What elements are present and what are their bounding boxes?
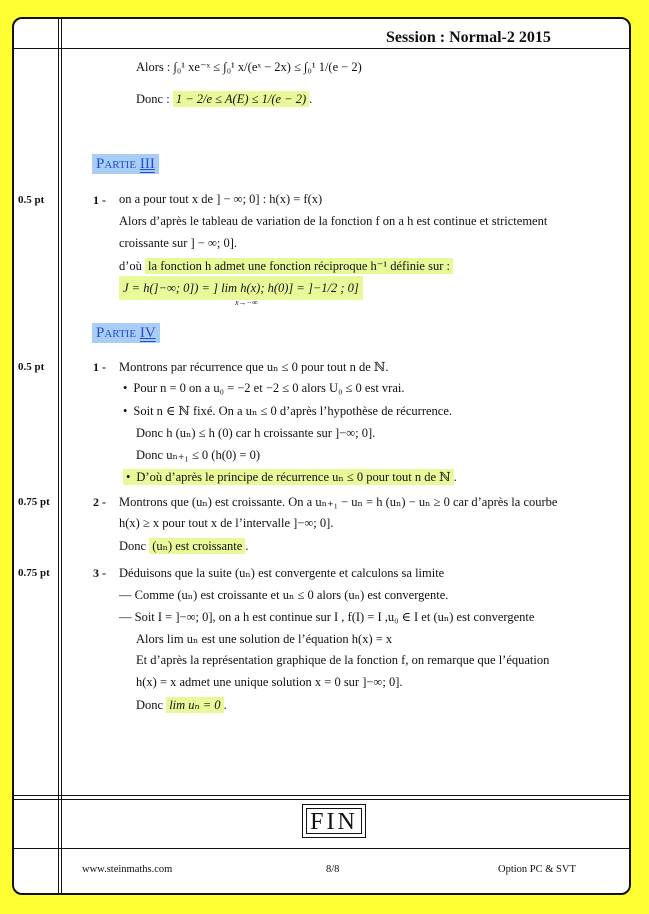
points-p4-q3: 0.75 pt xyxy=(18,567,50,579)
p4-q1-bullet3: • D’où d’après le principe de récurrence uₙ ≤ 0 pour tout n de ℕ . xyxy=(123,469,457,485)
p4-q1-bullet2: • Soit n ∈ ℕ fixé. On a uₙ ≤ 0 d’après l’hypothèse de récurrence. xyxy=(123,403,452,419)
p4-q1-bullet1: • Pour n = 0 on a u₀ = −2 et −2 ≤ 0 alors U₀ ≤ 0 est vrai. xyxy=(123,381,404,396)
recurrence-conclusion: D’où d’après le principe de récurrence uₙ ≤ 0 pour tout n de ℕ xyxy=(136,470,451,484)
donc-label: Donc : xyxy=(136,92,170,106)
header-divider xyxy=(14,48,629,49)
p4-q2-number: 2 - xyxy=(93,495,106,509)
p4-q3-line4: Alors lim uₙ est une solution de l’équation h(x) = x xyxy=(136,632,393,646)
p4-q1-bullet2-a: Donc h (uₙ) ≤ h (0) car h croissante sur ]−∞; 0]. xyxy=(136,426,376,440)
limit-result-highlight: lim uₙ = 0 xyxy=(166,697,223,713)
p4-q2-line2: h(x) ≥ x pour tout x de l’intervalle ]−∞; 0]. xyxy=(119,516,334,530)
p4-q3-line5: Et d’après la représentation graphique de la fonction f, on remarque que l’équation xyxy=(136,653,550,667)
footer-divider-bottom xyxy=(14,848,629,849)
p4-q3-line3: — Soit I = ]−∞; 0], on a h est continue sur I , f(I) = I ,u₀ ∈ I et (uₙ) est convergente xyxy=(119,610,535,624)
p4-q1-number: 1 - xyxy=(93,360,106,374)
margin-line-double xyxy=(61,19,62,893)
fin-box xyxy=(302,804,366,838)
p3-q1-line4: d’où la fonction h admet une fonction réciproque h⁻¹ définie sur : xyxy=(119,258,453,274)
exam-page xyxy=(12,17,631,895)
donc-result: 1 − 2/e ≤ A(E) ≤ 1/(e − 2) xyxy=(173,91,309,107)
footer-option: Option PC & SVT xyxy=(498,864,576,875)
p4-q2-line3: Donc (uₙ) est croissante . xyxy=(119,539,249,553)
partie-iii-heading: Partie III xyxy=(92,155,159,173)
footer-divider-double xyxy=(14,799,629,800)
points-p4-q1: 0.5 pt xyxy=(18,361,45,373)
p3-q1-number: 1 - xyxy=(93,193,106,207)
partie-iv-heading: Partie IV xyxy=(92,324,160,342)
points-p3-q1: 0.5 pt xyxy=(18,194,45,206)
margin-line xyxy=(58,19,59,893)
interval-j-highlight: J = h(]−∞; 0]) = ] lim h(x); h(0)] = ]−1/2 ; 0] xyxy=(119,276,363,300)
p3-q1-line2: Alors d’après le tableau de variation de la fonction f on a h est continue et strictement xyxy=(119,214,548,228)
footer-site: www.steinmaths.com xyxy=(82,864,173,875)
session-title: Session : Normal-2 2015 xyxy=(386,29,551,46)
croissante-highlight: (uₙ) est croissante xyxy=(149,538,245,554)
p4-q1-bullet2-b: Donc uₙ₊₁ ≤ 0 (h(0) = 0) xyxy=(136,448,260,462)
p3-q1-line3: croissante sur ] − ∞; 0]. xyxy=(119,236,238,250)
p4-q3-line7: Donc lim uₙ = 0 . xyxy=(136,698,227,712)
p4-q1-line1: Montrons par récurrence que uₙ ≤ 0 pour tout n de ℕ. xyxy=(119,360,389,374)
p4-q3-number: 3 - xyxy=(93,566,106,580)
p4-q2-line1: Montrons que (uₙ) est croissante. On a uₙ₊₁ − uₙ = h (uₙ) − uₙ ≥ 0 car d’après la courbe xyxy=(119,495,558,509)
donc-line: Donc : 1 − 2/e ≤ A(E) ≤ 1/(e − 2) . xyxy=(136,92,313,106)
limit-subscript: x→−∞ xyxy=(235,298,258,307)
p4-q3-line1: Déduisons que la suite (uₙ) est convergente et calculons sa limite xyxy=(119,566,445,580)
p3-q1-line1: on a pour tout x de ] − ∞; 0] : h(x) = f(x) xyxy=(119,192,323,206)
points-p4-q2: 0.75 pt xyxy=(18,496,50,508)
p4-q3-line2: — Comme (uₙ) est croissante et uₙ ≤ 0 alors (uₙ) est convergente. xyxy=(119,588,449,602)
p4-q3-line6: h(x) = x admet une unique solution x = 0 sur ]−∞; 0]. xyxy=(136,675,403,689)
reciprocal-highlight: la fonction h admet une fonction réciproque h⁻¹ définie sur : xyxy=(145,258,453,274)
footer-page-number: 8/8 xyxy=(326,864,340,875)
alors-integrals: Alors : ∫₀¹ xe⁻ˣ ≤ ∫₀¹ x/(eˣ − 2x) ≤ ∫₀¹ 1/(e − 2) xyxy=(136,60,362,74)
p3-q1-line5 xyxy=(119,281,363,296)
footer-divider-top xyxy=(14,795,629,796)
fin-label: FIN xyxy=(306,808,362,834)
